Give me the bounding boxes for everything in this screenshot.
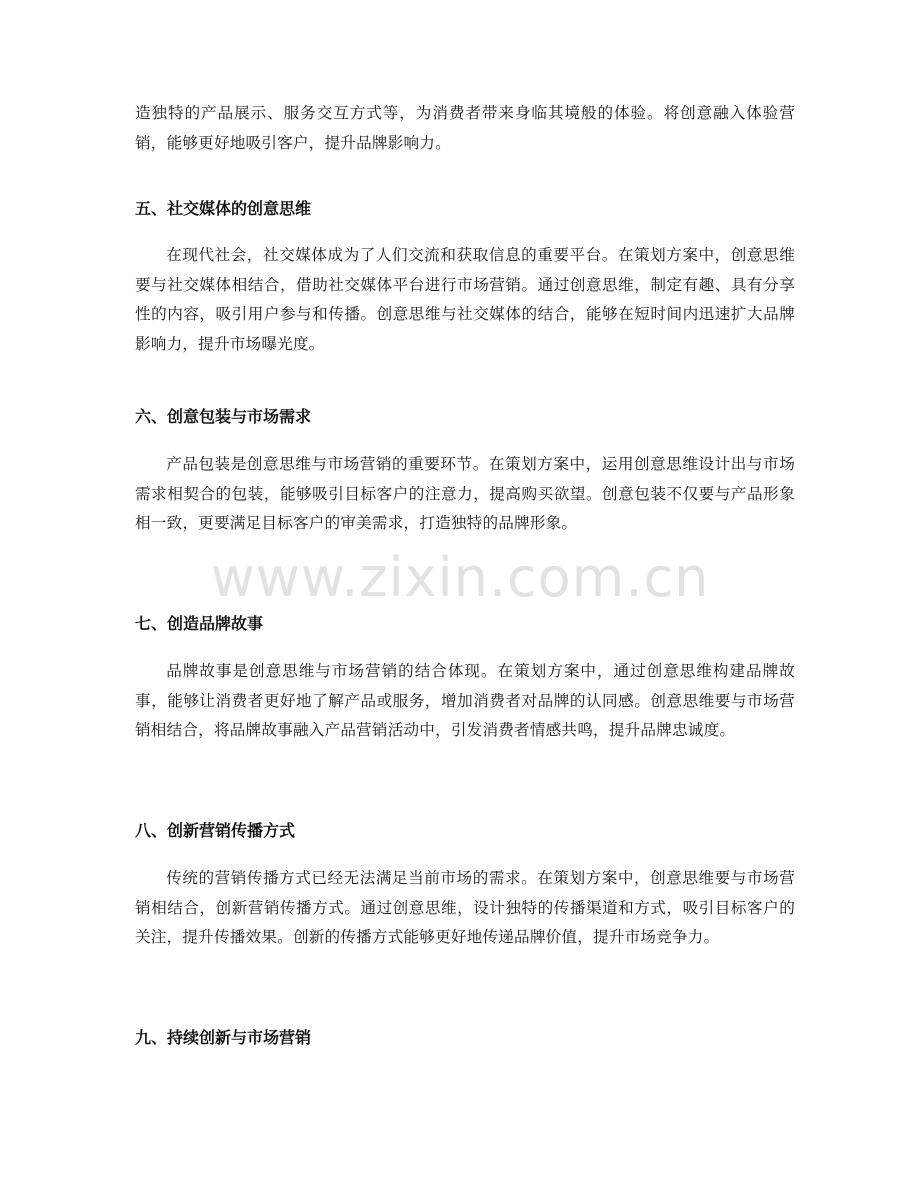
section-paragraph-7: 品牌故事是创意思维与市场营销的结合体现。在策划方案中，通过创意思维构建品牌故事，能够让消费者更好地了解产品或服务，增加消费者对品牌的认同感。创意思维要与市场营销相结合，将品牌故事融入产品营销活动中，引发消费者情感共鸣，提升品牌忠诚度。 bbox=[135, 662, 795, 739]
section-heading-7: 七、创造品牌故事 bbox=[135, 614, 264, 633]
section-heading-8: 八、创新营销传播方式 bbox=[135, 821, 296, 840]
section-heading-9: 九、持续创新与市场营销 bbox=[135, 1028, 312, 1047]
intro-paragraph: 造独特的产品展示、服务交互方式等，为消费者带来身临其境般的体验。将创意融入体验营销，能够更好地吸引客户，提升品牌影响力。 bbox=[135, 104, 795, 152]
section-paragraph-8: 传统的营销传播方式已经无法满足当前市场的需求。在策划方案中，创意思维要与市场营销相结合，创新营销传播方式。通过创意思维，设计独特的传播渠道和方式，吸引目标客户的关注，提升传播效果。创新的传播方式能够更好地传递品牌价值，提升市场竞争力。 bbox=[135, 869, 795, 946]
watermark-text: www.zixin.com.cn bbox=[210, 546, 710, 609]
section-heading-6: 六、创意包装与市场需求 bbox=[135, 407, 312, 426]
section-paragraph-5: 在现代社会，社交媒体成为了人们交流和获取信息的重要平台。在策划方案中，创意思维要与社交媒体相结合，借助社交媒体平台进行市场营销。通过创意思维，制定有趣、具有分享性的内容，吸引用户参与和传播。创意思维与社交媒体的结合，能够在短时间内迅速扩大品牌影响力，提升市场曝光度。 bbox=[135, 246, 795, 353]
section-paragraph-6: 产品包装是创意思维与市场营销的重要环节。在策划方案中，运用创意思维设计出与市场需求相契合的包装，能够吸引目标客户的注意力，提高购买欲望。创意包装不仅要与产品形象相一致，更要满足目标客户的审美需求，打造独特的品牌形象。 bbox=[135, 455, 795, 532]
section-heading-5: 五、社交媒体的创意思维 bbox=[135, 199, 312, 218]
